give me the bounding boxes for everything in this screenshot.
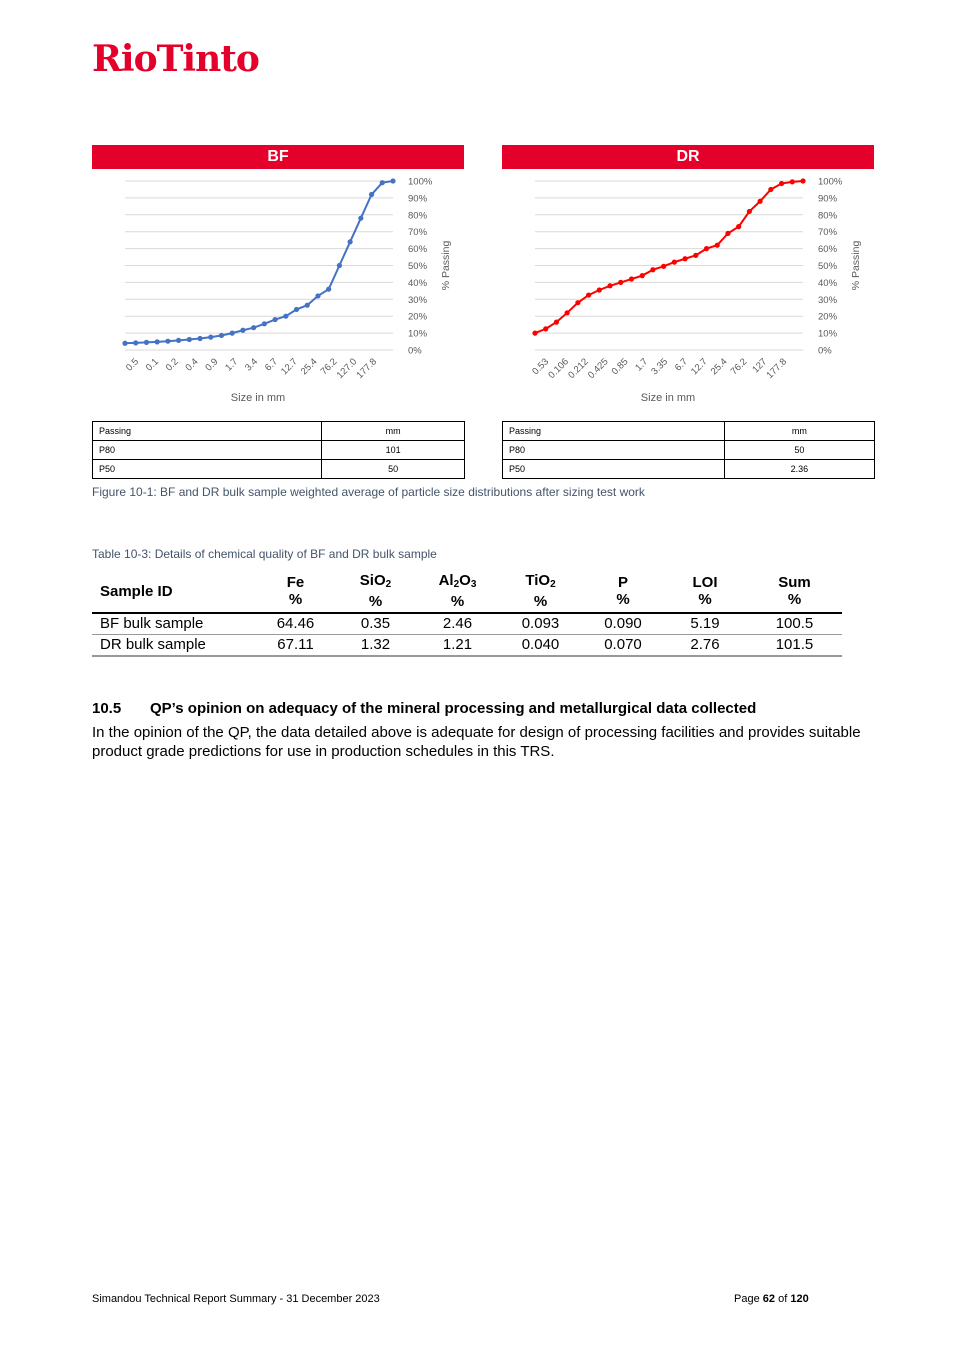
- table-cell: 2.46: [417, 613, 498, 635]
- footer-page-number: Page 62 of 120: [734, 1293, 809, 1305]
- x-tick-label: 76.2: [728, 356, 750, 378]
- dr-chart: [502, 169, 874, 409]
- y-tick-label: 60%: [408, 244, 428, 256]
- x-tick-label: 3.4: [242, 356, 261, 374]
- y-tick-label: 80%: [408, 210, 428, 222]
- table-cell: Passing: [93, 422, 322, 441]
- x-tick-label: 0.5: [123, 356, 142, 374]
- table-cell: 101.5: [747, 635, 842, 657]
- dr-passing-table: [502, 421, 875, 479]
- data-point: [747, 209, 752, 214]
- table-cell: 2.36: [724, 460, 874, 479]
- table-cell: 101: [322, 441, 465, 460]
- table-cell: P50: [93, 460, 322, 479]
- y-tick-label: 70%: [408, 227, 428, 239]
- data-point: [208, 335, 213, 340]
- bf-chart-title: BF: [92, 145, 464, 169]
- y-tick-label: 40%: [408, 277, 428, 289]
- header-fe: Fe %: [257, 570, 334, 613]
- data-point: [390, 178, 395, 183]
- table-cell: 100.5: [747, 613, 842, 635]
- x-tick-label: 12.7: [688, 356, 710, 378]
- x-tick-label: 76.2: [318, 356, 340, 378]
- table-row: [93, 422, 465, 441]
- y-tick-label: 30%: [408, 294, 428, 306]
- data-point: [672, 260, 677, 265]
- table-cell: P80: [93, 441, 322, 460]
- y-axis-label: % Passing: [850, 240, 862, 291]
- data-point: [661, 264, 666, 269]
- x-tick-label: 0.4: [183, 356, 201, 374]
- data-point: [133, 340, 138, 345]
- table-caption: Table 10-3: Details of chemical quality of BF and DR bulk sample: [92, 547, 437, 561]
- data-point: [230, 331, 235, 336]
- header-sum: Sum %: [747, 570, 842, 613]
- y-tick-label: 20%: [408, 311, 428, 323]
- data-point: [586, 292, 591, 297]
- data-point: [165, 339, 170, 344]
- data-point: [704, 246, 709, 251]
- y-tick-label: 10%: [408, 328, 428, 340]
- table-cell: 0.093: [498, 613, 583, 635]
- table-row: [503, 460, 875, 479]
- data-point: [650, 267, 655, 272]
- header-p: P %: [583, 570, 663, 613]
- y-tick-label: 0%: [408, 345, 422, 357]
- data-point: [348, 239, 353, 244]
- section-heading: [92, 700, 756, 717]
- x-tick-label: 0.106: [546, 356, 571, 381]
- data-point: [607, 283, 612, 288]
- table-cell: 1.21: [417, 635, 498, 657]
- data-point: [790, 179, 795, 184]
- figure-caption: Figure 10-1: BF and DR bulk sample weighted average of particle size distributions after sizing test work: [92, 485, 645, 499]
- table-cell: 0.040: [498, 635, 583, 657]
- data-point: [380, 180, 385, 185]
- table-row: [93, 441, 465, 460]
- y-tick-label: 70%: [818, 227, 838, 239]
- data-point: [240, 328, 245, 333]
- data-point: [758, 199, 763, 204]
- data-point: [618, 280, 623, 285]
- table-cell: 0.35: [334, 613, 417, 635]
- data-point: [294, 307, 299, 312]
- x-tick-label: 0.85: [609, 356, 631, 378]
- data-point: [315, 293, 320, 298]
- data-point: [715, 243, 720, 248]
- table-row: [93, 460, 465, 479]
- footer-report-title: Simandou Technical Report Summary - 31 December 2023: [92, 1293, 380, 1305]
- table-cell: 2.76: [663, 635, 747, 657]
- header-sio2: SiO$_2$ %: [334, 570, 417, 613]
- data-point: [326, 287, 331, 292]
- table-cell: mm: [322, 422, 465, 441]
- x-tick-label: 1.7: [633, 356, 651, 374]
- data-point: [187, 337, 192, 342]
- table-cell: 0.090: [583, 613, 663, 635]
- table-cell: BF bulk sample: [92, 613, 257, 635]
- table-cell: DR bulk sample: [92, 635, 257, 657]
- data-point: [155, 339, 160, 344]
- x-tick-label: 0.53: [530, 356, 552, 378]
- table-cell: 0.070: [583, 635, 663, 657]
- table-row: [503, 422, 875, 441]
- data-point: [565, 310, 570, 315]
- y-tick-label: 100%: [408, 176, 433, 188]
- y-axis-label: % Passing: [440, 240, 452, 291]
- table-cell: 67.11: [257, 635, 334, 657]
- y-tick-label: 30%: [818, 294, 838, 306]
- dr-chart-title: DR: [502, 145, 874, 169]
- x-tick-label: 25.4: [298, 356, 320, 378]
- x-tick-label: 25.4: [708, 356, 730, 378]
- data-point: [358, 216, 363, 221]
- x-tick-label: 177.8: [354, 356, 380, 381]
- y-tick-label: 90%: [818, 193, 838, 205]
- data-point: [629, 276, 634, 281]
- y-tick-label: 100%: [818, 176, 843, 188]
- series-line: [125, 181, 393, 343]
- table-cell: 5.19: [663, 613, 747, 635]
- data-point: [369, 192, 374, 197]
- series-line: [535, 181, 803, 333]
- x-tick-label: 0.9: [203, 356, 221, 374]
- bf-passing-table: [92, 421, 465, 479]
- x-tick-label: 1.7: [223, 356, 241, 374]
- data-point: [337, 263, 342, 268]
- y-tick-label: 80%: [818, 210, 838, 222]
- x-tick-label: 177.8: [764, 356, 790, 381]
- data-point: [543, 326, 548, 331]
- x-tick-label: 3.35: [649, 356, 671, 378]
- data-point: [779, 181, 784, 186]
- section-body: In the opinion of the QP, the data detailed above is adequate for design of processing facilities and provides suitable product grade predictions for use in production schedules in this TRS.: [92, 724, 861, 760]
- bf-chart: [92, 169, 464, 409]
- data-point: [219, 333, 224, 338]
- x-tick-label: 6.7: [262, 356, 280, 374]
- table-header-row: [92, 570, 842, 613]
- table-cell: 50: [724, 441, 874, 460]
- x-tick-label: 12.7: [278, 356, 300, 378]
- rio-tinto-logo: RioTinto: [92, 38, 259, 80]
- y-tick-label: 0%: [818, 345, 832, 357]
- table-row: [92, 635, 842, 657]
- table-cell: Passing: [503, 422, 725, 441]
- data-point: [693, 253, 698, 258]
- data-point: [197, 336, 202, 341]
- y-tick-label: 20%: [818, 311, 838, 323]
- table-row: [92, 613, 842, 635]
- table-cell: 50: [322, 460, 465, 479]
- data-point: [597, 287, 602, 292]
- table-cell: 64.46: [257, 613, 334, 635]
- y-tick-label: 50%: [818, 261, 838, 272]
- data-point: [725, 231, 730, 236]
- header-al2o3: $Al_2O_3$ %: [417, 570, 498, 613]
- header-loi: LOI %: [663, 570, 747, 613]
- data-point: [532, 331, 537, 336]
- chemical-quality-table: [92, 570, 842, 657]
- data-point: [262, 321, 267, 326]
- y-tick-label: 40%: [818, 277, 838, 289]
- section-title: QP’s opinion on adequacy of the mineral processing and metallurgical data collected: [150, 700, 757, 717]
- y-tick-label: 50%: [408, 261, 428, 272]
- x-tick-label: 0.2: [163, 356, 181, 374]
- table-cell: 1.32: [334, 635, 417, 657]
- x-tick-label: 0.425: [586, 356, 611, 381]
- header-sample-id: Sample ID: [92, 570, 257, 613]
- y-tick-label: 60%: [818, 244, 838, 256]
- x-axis-label: Size in mm: [640, 392, 696, 404]
- x-axis-label: Size in mm: [230, 392, 286, 404]
- data-point: [640, 273, 645, 278]
- table-cell: P50: [503, 460, 725, 479]
- data-point: [575, 300, 580, 305]
- x-tick-label: 127.0: [334, 356, 360, 381]
- data-point: [800, 178, 805, 183]
- x-tick-label: 6.7: [672, 356, 690, 374]
- table-row: [503, 441, 875, 460]
- table-cell: P80: [503, 441, 725, 460]
- data-point: [283, 314, 288, 319]
- header-tio2: TiO$_2$ %: [498, 570, 583, 613]
- data-point: [122, 341, 127, 346]
- data-point: [251, 325, 256, 330]
- data-point: [305, 303, 310, 308]
- data-point: [768, 187, 773, 192]
- data-point: [272, 317, 277, 322]
- data-point: [736, 224, 741, 229]
- y-tick-label: 10%: [818, 328, 838, 340]
- data-point: [176, 338, 181, 343]
- x-tick-label: 0.1: [143, 356, 161, 374]
- data-point: [144, 340, 149, 345]
- data-point: [554, 320, 559, 325]
- data-point: [682, 256, 687, 261]
- section-number: 10.5: [92, 700, 122, 717]
- table-cell: mm: [724, 422, 874, 441]
- y-tick-label: 90%: [408, 193, 428, 205]
- x-tick-label: 127: [750, 356, 770, 376]
- x-tick-label: 0.212: [566, 356, 591, 381]
